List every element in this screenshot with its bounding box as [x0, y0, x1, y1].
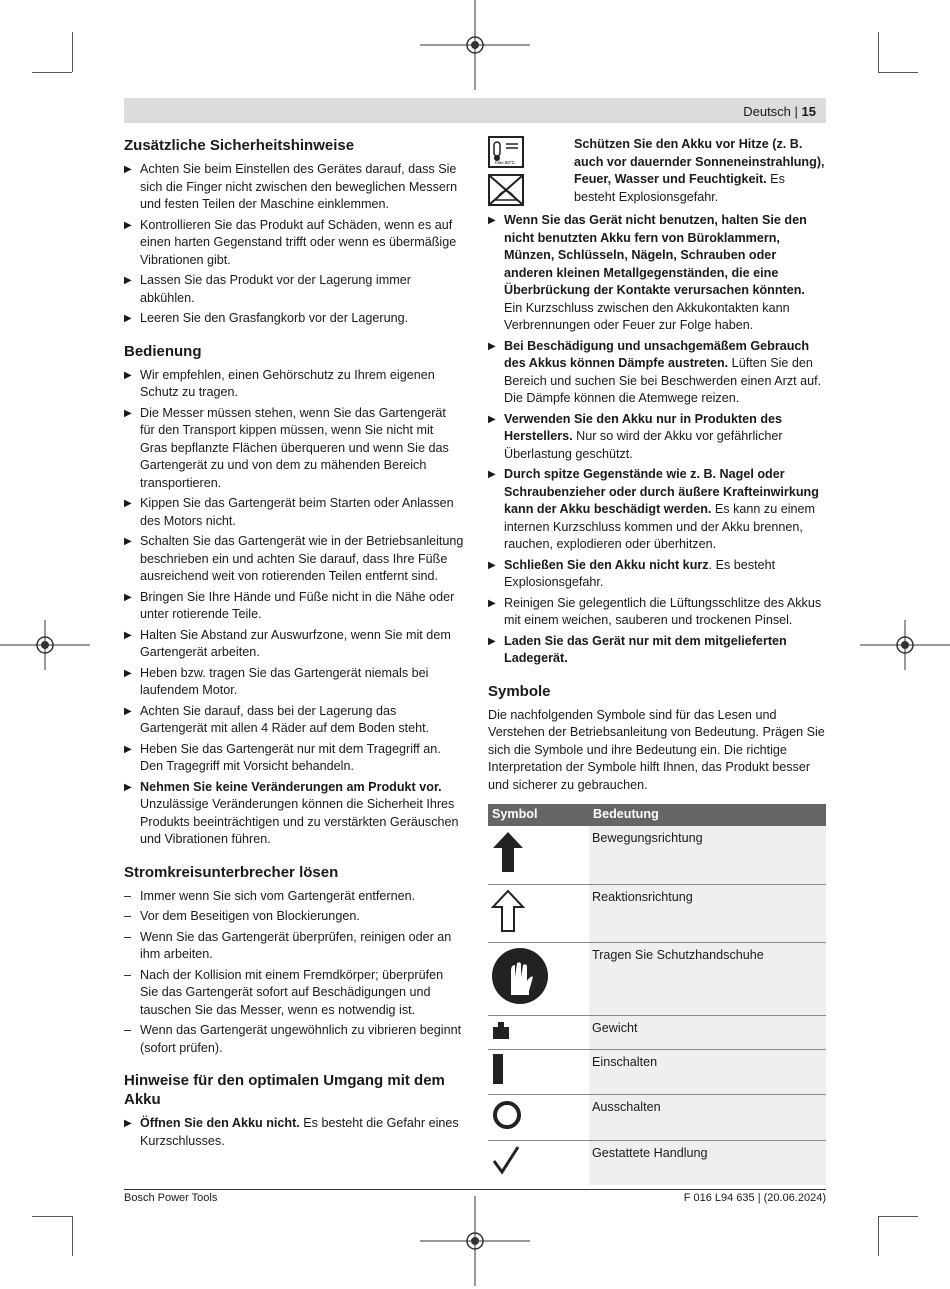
footer-docnumber: F 016 L94 635 | (20.06.2024) [683, 1192, 826, 1204]
protective-gloves-icon [491, 947, 549, 1005]
temperature-limit-icon [488, 136, 524, 168]
registration-mark-icon [420, 1196, 530, 1286]
power-off-icon [491, 1099, 523, 1131]
table-row [488, 1141, 826, 1185]
left-column [124, 136, 464, 1164]
item-text: Lüften Sie den Bereich und suchen Sie bei Beschwerden einen Arzt auf. Die Dämpfe können die Atemwege reizen. [504, 356, 822, 405]
table-cell: Gewicht [589, 1015, 826, 1050]
column-header: Symbol [488, 804, 589, 826]
right-column [488, 136, 826, 1185]
list-item: – Wenn das Gartengerät ungewöhnlich zu vibrieren beginnt (sofort prüfen). [124, 1022, 464, 1057]
list-item: ▶ Kontrollieren Sie das Produkt auf Schäden, wenn es auf einen harten Gegenstand trifft oder wenn es übermäßige Vibrationen gibt. [124, 217, 464, 270]
table-row [488, 1015, 826, 1050]
table-cell: Reaktionsrichtung [589, 884, 826, 943]
list-item: ▶ Achten Sie darauf, dass bei der Lagerung das Gartengerät mit allen 4 Räder auf dem Boden steht. [124, 703, 464, 738]
section-title: Symbole [488, 682, 551, 700]
footer-brand: Bosch Power Tools [124, 1192, 218, 1204]
registration-mark-icon [420, 0, 530, 90]
weight-icon [491, 1020, 511, 1040]
list-item: ▶ Lassen Sie das Produkt vor der Lagerung immer abkühlen. [124, 272, 464, 307]
symbols-intro: Die nachfolgenden Symbole sind für das Lesen und Verstehen der Betriebsanleitung von Bedeutung. Prägen Sie sich die Symbole und ihre Bedeutung ein. Die richtige Interpretation der Symbole hilft Ihnen, das Produkt besser und sicherer zu gebrauchen. [488, 707, 825, 792]
list-item [488, 338, 826, 408]
table-row [488, 943, 826, 1016]
column-header: Bedeutung [589, 804, 826, 826]
list-item: ▶ Bringen Sie Ihre Hände und Füße nicht in die Nähe oder unter rotierende Teile. [124, 589, 464, 624]
reaction-direction-icon [491, 889, 525, 933]
section-circuit-breaker [124, 863, 464, 1058]
list-item [488, 595, 826, 630]
section-title: Hinweise für den optimalen Umgang mit dem Akku [124, 1072, 445, 1108]
list-item: – Wenn Sie das Gartengerät überprüfen, reinigen oder an ihm arbeiten. [124, 929, 464, 964]
crop-mark [878, 1216, 879, 1256]
list-item [488, 557, 826, 592]
table-cell: Gestattete Handlung [589, 1141, 826, 1185]
no-water-icon [488, 174, 524, 206]
section-title: Bedienung [124, 342, 202, 360]
list-item: ▶ Achten Sie beim Einstellen des Gerätes darauf, dass Sie sich die Finger nicht zwischen den beweglichen Messern und festen Teilen der Maschine einklemmen. [124, 161, 464, 214]
item-bold: Wenn Sie das Gerät nicht benutzen, halten Sie den nicht benutzten Akku fern von Büroklammern, Münzen, Schlüsseln, Nägeln, Schrauben oder anderen kleinen Metallgegenständen, die eine Überbrückung der Kontakte verursachen könnten. [504, 213, 807, 297]
table-cell: Einschalten [589, 1050, 826, 1095]
registration-mark-icon [0, 620, 90, 670]
list-item: ▶ Die Messer müssen stehen, wenn Sie das Gartengerät für den Transport kippen müssen, wenn Sie nicht mit Gras bepflanzte Flächen überqueren und wenn Sie das Gartengerät zu und von dem zu mähenden Bereich transportieren. [124, 405, 464, 493]
list-item: – Nach der Kollision mit einem Fremdkörper; überprüfen Sie das Gartengerät sofort auf Beschädigungen und tauschen Sie das Messer, wenn es notwendig ist. [124, 967, 464, 1020]
crop-mark [72, 1216, 73, 1256]
list-item [488, 411, 826, 464]
item-text: Nur so wird der Akku vor gefährlicher Überlastung geschützt. [504, 429, 783, 461]
crop-mark [878, 1216, 918, 1217]
table-header-row [488, 804, 826, 826]
list-item: ▶ Leeren Sie den Grasfangkorb vor der Lagerung. [124, 310, 464, 328]
list-item [124, 1115, 464, 1150]
section-title: Zusätzliche Sicherheitshinweise [124, 137, 355, 154]
list-item: ▶ Heben bzw. tragen Sie das Gartengerät niemals bei laufendem Motor. [124, 665, 464, 700]
page-number: 15 [801, 104, 816, 119]
battery-list [488, 212, 826, 668]
list-item: – Immer wenn Sie sich vom Gartengerät entfernen. [124, 888, 464, 906]
table-row [488, 1094, 826, 1141]
warning-icons [488, 136, 548, 206]
item-text: Es kann zu einem internen Kurzschluss kommen und der Akku brennen, rauchen, explodieren oder überhitzen. [504, 502, 815, 551]
item-bold: Schützen Sie den Akku vor Hitze (z. B. auch vor dauernder Sonneneinstrahlung), Feuer, Wasser und Feuchtigkeit. [574, 137, 825, 186]
list-item: – Vor dem Beseitigen von Blockierungen. [124, 908, 464, 926]
heat-warning [488, 136, 826, 206]
power-on-icon [491, 1054, 505, 1084]
item-text: Es besteht die Gefahr eines Kurzschlusses. [140, 1116, 459, 1148]
registration-mark-icon [860, 620, 950, 670]
section-title: Stromkreisunterbrecher lösen [124, 863, 339, 881]
item-bold: Bei Beschädigung und unsachgemäßem Gebrauch des Akkus können Dämpfe austreten. [504, 338, 810, 370]
footer-divider [124, 1189, 826, 1190]
heat-warning-text [574, 136, 826, 206]
list-item: ▶ Heben Sie das Gartengerät nur mit dem Tragegriff an. Den Tragegriff mit Vorsicht behandeln. [124, 741, 464, 776]
list-item [488, 466, 826, 554]
temp-label: max.50°C [495, 160, 515, 165]
list-item: ▶ Halten Sie Abstand zur Auswurfzone, wenn Sie mit dem Gartengerät arbeiten. [124, 627, 464, 662]
list-item [124, 779, 464, 849]
item-text: Es besteht Explosionsgefahr. [574, 172, 785, 204]
table-cell: Bewegungsrichtung [589, 826, 826, 884]
table-row [488, 1050, 826, 1095]
crop-mark [72, 32, 73, 72]
item-bold: Durch spitze Gegenstände wie z. B. Nagel oder Schraubenzieher oder durch äußere Krafteinwirkung kann der Akku beschädigt werden. [504, 467, 819, 516]
list-item [488, 212, 826, 335]
item-bold: Verwenden Sie den Akku nur in Produkten des Herstellers. [504, 411, 783, 443]
item-bold: Laden Sie das Gerät nur mit dem mitgelieferten Ladegerät. [504, 633, 787, 665]
item-bold: Öffnen Sie den Akku nicht. [140, 1116, 300, 1130]
page-header [124, 98, 826, 123]
checkmark-icon [491, 1145, 521, 1175]
list-item: ▶ Schalten Sie das Gartengerät wie in der Betriebsanleitung beschrieben ein und achten Sie darauf, dass Ihre Füße ausreichend weit von rotierenden Teilen entfernt sind. [124, 533, 464, 586]
header-language: Deutsch [743, 104, 791, 119]
list-item: ▶ Wir empfehlen, einen Gehörschutz zu Ihrem eigenen Schutz zu tragen. [124, 367, 464, 402]
table-cell: Ausschalten [589, 1094, 826, 1141]
list-item: ▶ Kippen Sie das Gartengerät beim Starten oder Anlassen des Motors nicht. [124, 495, 464, 530]
list-item [488, 633, 826, 668]
item-text: Ein Kurzschluss zwischen den Akkukontakten kann Verbrennungen oder Feuer zur Folge haben. [504, 300, 790, 332]
item-text: . Es besteht Explosionsgefahr. [504, 557, 776, 589]
crop-mark [32, 1216, 72, 1217]
section-battery [124, 1071, 464, 1150]
item-text: Unzulässige Veränderungen können die Sicherheit Ihres Produkts beeinträchtigen und zu verstärkten Geräuschen und Vibrationen führen. [140, 797, 459, 846]
table-cell: Tragen Sie Schutzhandschuhe [589, 943, 826, 1016]
item-bold: Nehmen Sie keine Veränderungen am Produkt vor. [140, 779, 442, 794]
header-text: Deutsch | 15 [743, 104, 816, 119]
item-bold: Schließen Sie den Akku nicht kurz [504, 557, 709, 572]
crop-mark [878, 72, 918, 73]
item-text: Reinigen Sie gelegentlich die Lüftungsschlitze des Akkus mit einem weichen, sauberen und trockenen Pinsel. [504, 595, 822, 627]
crop-mark [32, 72, 72, 73]
section-operation [124, 342, 464, 849]
crop-mark [878, 32, 879, 72]
section-safety [124, 136, 464, 328]
symbols-table [488, 804, 826, 1185]
movement-direction-icon [491, 830, 525, 874]
table-row [488, 826, 826, 884]
table-row [488, 884, 826, 943]
